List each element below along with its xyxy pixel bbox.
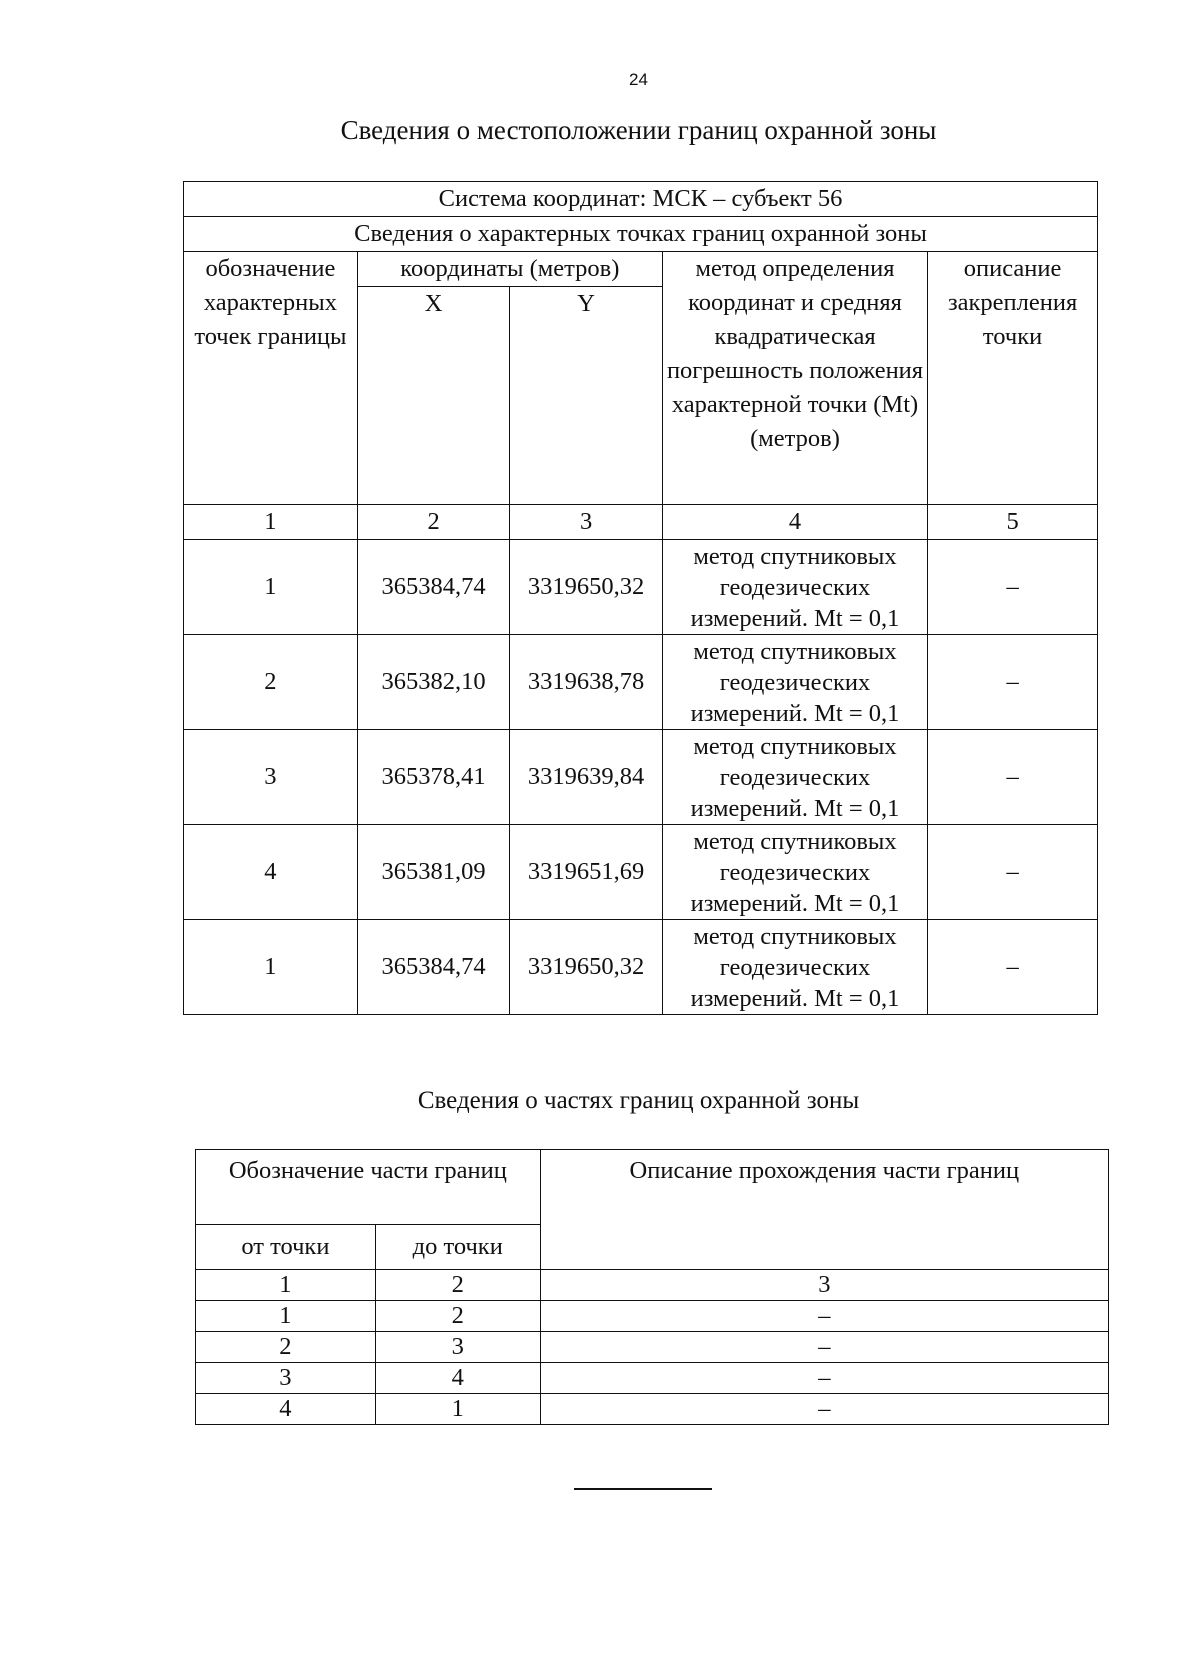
- table-row: [196, 1394, 1109, 1425]
- column-number: 1: [184, 505, 358, 540]
- description-cell: –: [928, 920, 1098, 1015]
- column-number: 4: [662, 505, 927, 540]
- table-row: [196, 1332, 1109, 1363]
- coord-x: 365382,10: [357, 635, 510, 730]
- table-row: [184, 730, 1098, 825]
- method-cell: метод спутниковых геодезических измерений. Mt = 0,1: [662, 920, 927, 1015]
- header-designation: Обозначение части границ: [196, 1150, 541, 1225]
- coord-x: 365381,09: [357, 825, 510, 920]
- part-description: –: [540, 1363, 1108, 1394]
- coord-y: 3319639,84: [510, 730, 663, 825]
- method-cell: метод спутниковых геодезических измерений. Mt = 0,1: [662, 540, 927, 635]
- column-number: 3: [510, 505, 663, 540]
- to-point: 4: [375, 1363, 540, 1394]
- description-cell: –: [928, 825, 1098, 920]
- table-row: [184, 825, 1098, 920]
- coord-y: 3319650,32: [510, 540, 663, 635]
- table-row: [184, 540, 1098, 635]
- method-cell: метод спутниковых геодезических измерений. Mt = 0,1: [662, 635, 927, 730]
- coord-x: 365384,74: [357, 920, 510, 1015]
- to-point: 3: [375, 1332, 540, 1363]
- from-point: 1: [196, 1301, 376, 1332]
- method-cell: метод спутниковых геодезических измерений. Mt = 0,1: [662, 730, 927, 825]
- header-method: метод определения координат и средняя квадратическая погрешность положения характерной точки (Mt) (метров): [662, 252, 927, 505]
- header-part-description: Описание прохождения части границ: [540, 1150, 1108, 1270]
- table-row: [184, 635, 1098, 730]
- header-point: обозначение характерных точек границы: [184, 252, 358, 505]
- to-point: 2: [375, 1301, 540, 1332]
- parts-table: [195, 1149, 1109, 1425]
- table-row: [196, 1301, 1109, 1332]
- coord-x: 365384,74: [357, 540, 510, 635]
- column-number: 2: [375, 1270, 540, 1301]
- points-section-title: Сведения о местоположении границ охранной зоны: [340, 115, 937, 145]
- column-number: 5: [928, 505, 1098, 540]
- coord-system-cell: Система координат: МСК – субъект 56: [184, 182, 1098, 217]
- part-description: –: [540, 1394, 1108, 1425]
- description-cell: –: [928, 540, 1098, 635]
- part-description: –: [540, 1301, 1108, 1332]
- part-description: –: [540, 1332, 1108, 1363]
- points-table: [183, 181, 1098, 1015]
- coord-y: 3319651,69: [510, 825, 663, 920]
- point-id: 4: [184, 825, 358, 920]
- to-point: 1: [375, 1394, 540, 1425]
- header-y: Y: [510, 287, 663, 505]
- from-point: 2: [196, 1332, 376, 1363]
- column-number: 1: [196, 1270, 376, 1301]
- point-id: 2: [184, 635, 358, 730]
- coord-y: 3319650,32: [510, 920, 663, 1015]
- coord-x: 365378,41: [357, 730, 510, 825]
- description-cell: –: [928, 730, 1098, 825]
- header-description: описание закрепления точки: [928, 252, 1098, 505]
- point-id: 1: [184, 920, 358, 1015]
- from-point: 4: [196, 1394, 376, 1425]
- header-to: до точки: [375, 1225, 540, 1270]
- from-point: 3: [196, 1363, 376, 1394]
- description-cell: –: [928, 635, 1098, 730]
- method-cell: метод спутниковых геодезических измерений. Mt = 0,1: [662, 825, 927, 920]
- header-coords: координаты (метров): [357, 252, 662, 287]
- table-row: [184, 920, 1098, 1015]
- header-from: от точки: [196, 1225, 376, 1270]
- end-divider: [574, 1488, 712, 1490]
- point-id: 3: [184, 730, 358, 825]
- table-row: [196, 1363, 1109, 1394]
- header-x: X: [357, 287, 510, 505]
- points-subtitle-cell: Сведения о характерных точках границ охранной зоны: [184, 217, 1098, 252]
- page-number: 24: [629, 70, 648, 89]
- column-number: 2: [357, 505, 510, 540]
- point-id: 1: [184, 540, 358, 635]
- column-number: 3: [540, 1270, 1108, 1301]
- parts-section-title: Сведения о частях границ охранной зоны: [417, 1087, 860, 1114]
- coord-y: 3319638,78: [510, 635, 663, 730]
